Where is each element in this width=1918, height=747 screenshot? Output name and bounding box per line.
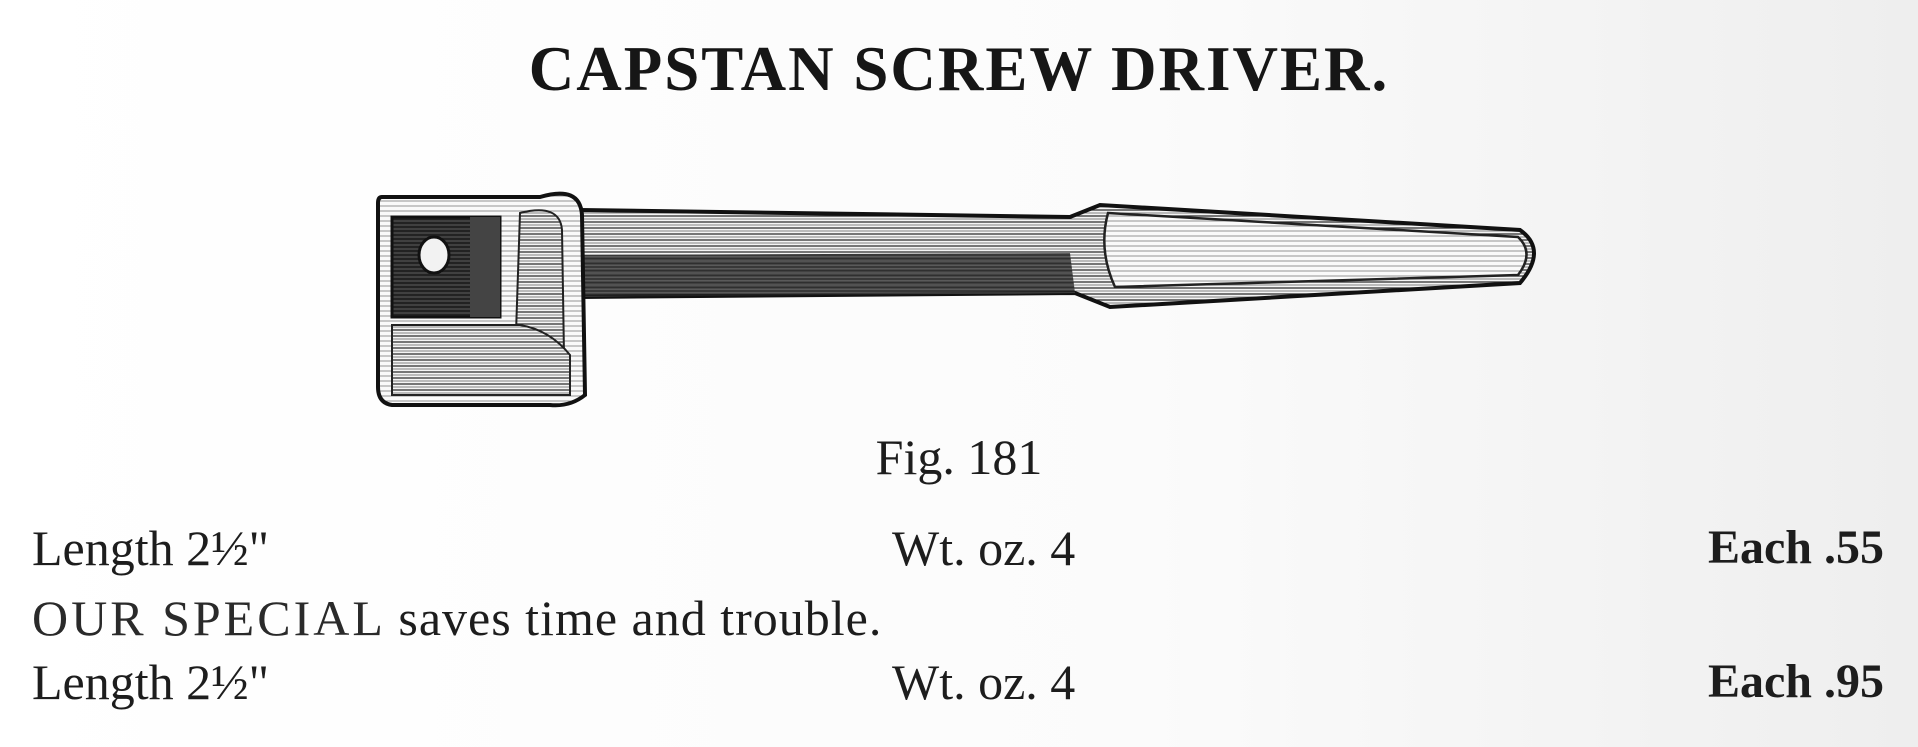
price-label: Each .55 bbox=[1707, 521, 1884, 574]
figure-caption: Fig. 181 bbox=[875, 429, 1043, 485]
length-label: Length 2½" bbox=[32, 520, 270, 576]
spec-row bbox=[0, 518, 1918, 578]
weight-label: Wt. oz. 4 bbox=[892, 520, 1076, 576]
weight-label: Wt. oz. 4 bbox=[892, 654, 1076, 710]
length-label: Length 2½" bbox=[32, 654, 270, 710]
price-label: Each .95 bbox=[1707, 655, 1884, 708]
page-title: CAPSTAN SCREW DRIVER. bbox=[528, 34, 1390, 104]
special-text: saves time and trouble. bbox=[398, 590, 883, 646]
capstan-screwdriver-icon bbox=[370, 155, 1550, 415]
special-highlight: OUR SPECIAL bbox=[32, 590, 386, 646]
spec-row bbox=[0, 652, 1918, 712]
screwdriver-illustration bbox=[370, 155, 1550, 415]
special-note bbox=[32, 588, 882, 648]
